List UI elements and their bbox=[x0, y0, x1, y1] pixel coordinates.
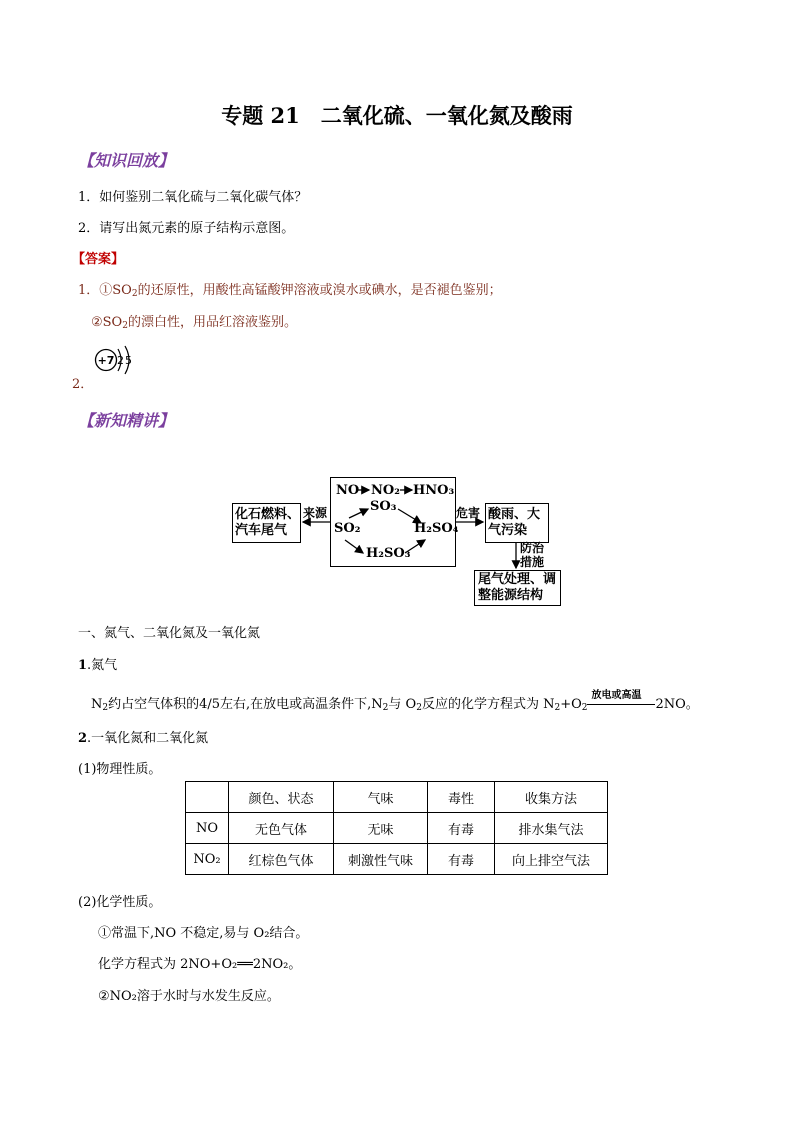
harm-box-line-1: 酸雨、大 bbox=[488, 507, 541, 522]
table-header-cell: 收集方法 bbox=[495, 782, 608, 813]
chemical-property-2: ②NO₂溶于水时与水发生反应。 bbox=[98, 989, 280, 1004]
table-header-cell: 毒性 bbox=[428, 782, 495, 813]
atom-nucleus-charge: +7 bbox=[97, 354, 115, 367]
arrow-so2-h2so3 bbox=[345, 540, 363, 553]
label-h2so3: H₂SO₃ bbox=[366, 546, 411, 561]
prevention-box-line-2: 整能源结构 bbox=[478, 588, 544, 603]
label-so2: SO₂ bbox=[334, 521, 361, 536]
table-header-cell: 颜色、状态 bbox=[229, 782, 334, 813]
table-header-cell bbox=[186, 782, 229, 813]
chain-no2: NO₂ bbox=[371, 483, 400, 498]
nitrogen-atom-structure-diagram bbox=[92, 343, 142, 379]
table-cell: NO₂ bbox=[186, 844, 229, 875]
label-so3: SO₃ bbox=[370, 499, 397, 514]
table-cell: 排水集气法 bbox=[495, 813, 608, 844]
table-cell: 刺激性气味 bbox=[334, 844, 428, 875]
table-cell: 有毒 bbox=[428, 844, 495, 875]
section-review-heading: 【知识回放】 bbox=[78, 151, 175, 170]
table-row bbox=[186, 844, 608, 875]
chemical-properties-label: (2)化学性质。 bbox=[78, 895, 162, 910]
answer-line-1-prefix: 1．①SO bbox=[78, 283, 132, 298]
table-cell: NO bbox=[186, 813, 229, 844]
source-box-line-2: 汽车尾气 bbox=[235, 523, 288, 538]
answer-label: 【答案】 bbox=[72, 252, 125, 267]
source-arrow-label: 来源 bbox=[303, 506, 328, 520]
chain-hno3: HNO₃ bbox=[413, 483, 455, 498]
answer-line-2-prefix: ②SO bbox=[91, 315, 123, 330]
source-box-line-1: 化石燃料、 bbox=[235, 507, 301, 522]
section-new-knowledge-heading: 【新知精讲】 bbox=[78, 411, 175, 430]
harm-box-line-2: 气污染 bbox=[488, 523, 528, 538]
subsection-2-title: .一氧化氮和二氧化氮 bbox=[87, 731, 209, 746]
answer-line-2-suffix: 的漂白性，用品红溶液鉴别。 bbox=[127, 315, 297, 330]
n2-text-a: N bbox=[91, 697, 103, 712]
table-cell: 红棕色气体 bbox=[229, 844, 334, 875]
table-cell: 无味 bbox=[334, 813, 428, 844]
subsection-1-heading bbox=[78, 654, 117, 673]
table-header-cell: 气味 bbox=[334, 782, 428, 813]
question-2: 2．请写出氮元素的原子结构示意图。 bbox=[78, 221, 295, 236]
prevention-box-line-1: 尾气处理、调 bbox=[478, 572, 557, 587]
chemical-property-1: ①常温下,NO 不稳定,易与 O₂结合。 bbox=[98, 926, 309, 941]
table-cell: 有毒 bbox=[428, 813, 495, 844]
label-h2so4: H₂SO₄ bbox=[414, 521, 459, 536]
table-row bbox=[186, 813, 608, 844]
subsection-1-title: .氮气 bbox=[87, 658, 118, 673]
answer-item-2-label: 2． bbox=[72, 377, 94, 392]
prevention-arrow-label-2: 措施 bbox=[520, 555, 545, 569]
subsection-2-heading bbox=[78, 727, 208, 746]
subsection-1-number: 1 bbox=[78, 658, 88, 673]
page-title: 专题 21 二氧化硫、一氧化氮及酸雨 bbox=[221, 103, 573, 128]
n2-text-e: +O bbox=[560, 697, 582, 712]
n2-text-b: 约占空气体积的4/5左右,在放电或高温条件下,N bbox=[108, 697, 383, 712]
chain-no: NO bbox=[336, 483, 360, 498]
answer-line-1: 1．$①SO_2$的还原性，用酸性高锰酸钾溶液或溴水或碘水，是否褪色鉴别； bbox=[78, 283, 502, 299]
part1-heading: 一、氮气、二氧化氮及一氧化氮 bbox=[78, 626, 261, 641]
reaction-condition-arrow bbox=[587, 690, 655, 708]
chemical-equation: 化学方程式为 2NO+O₂══2NO₂。 bbox=[98, 957, 302, 972]
answer-line-1-suffix: 的还原性，用酸性高锰酸钾溶液或溴水或碘水，是否褪色鉴别； bbox=[137, 283, 502, 298]
atom-shell-1-count: 2 bbox=[117, 354, 124, 367]
table-header-row bbox=[186, 782, 608, 813]
n2-description: $N_2$约占空气体积的4/5左右,在放电或高温条件下$,N_2$与 $O_2$反应的化学方程式为 $N_2+O_2$ 放电或高温 2NO。 bbox=[91, 693, 699, 713]
n2-text-d: 反应的化学方程式为 N bbox=[421, 697, 555, 712]
physical-properties-label: (1)物理性质。 bbox=[78, 762, 162, 777]
arrow-so2-so3 bbox=[349, 509, 368, 518]
n2-text-c: 与 O bbox=[388, 697, 417, 712]
harm-arrow-label: 危害 bbox=[456, 506, 481, 520]
answer-line-2: $②SO_2$的漂白性，用品红溶液鉴别。 bbox=[91, 315, 297, 331]
subsection-2-number: 2 bbox=[78, 731, 88, 746]
table-cell: 无色气体 bbox=[229, 813, 334, 844]
prevention-arrow-label-1: 防治 bbox=[520, 541, 545, 555]
reaction-condition-label: 放电或高温 bbox=[591, 690, 642, 701]
n2-product: 2NO。 bbox=[655, 697, 699, 712]
properties-table bbox=[185, 781, 608, 875]
atom-shell-2-count: 5 bbox=[125, 354, 132, 367]
question-1: 1．如何鉴别二氧化硫与二氧化碳气体？ bbox=[78, 190, 308, 205]
table-cell: 向上排空气法 bbox=[495, 844, 608, 875]
